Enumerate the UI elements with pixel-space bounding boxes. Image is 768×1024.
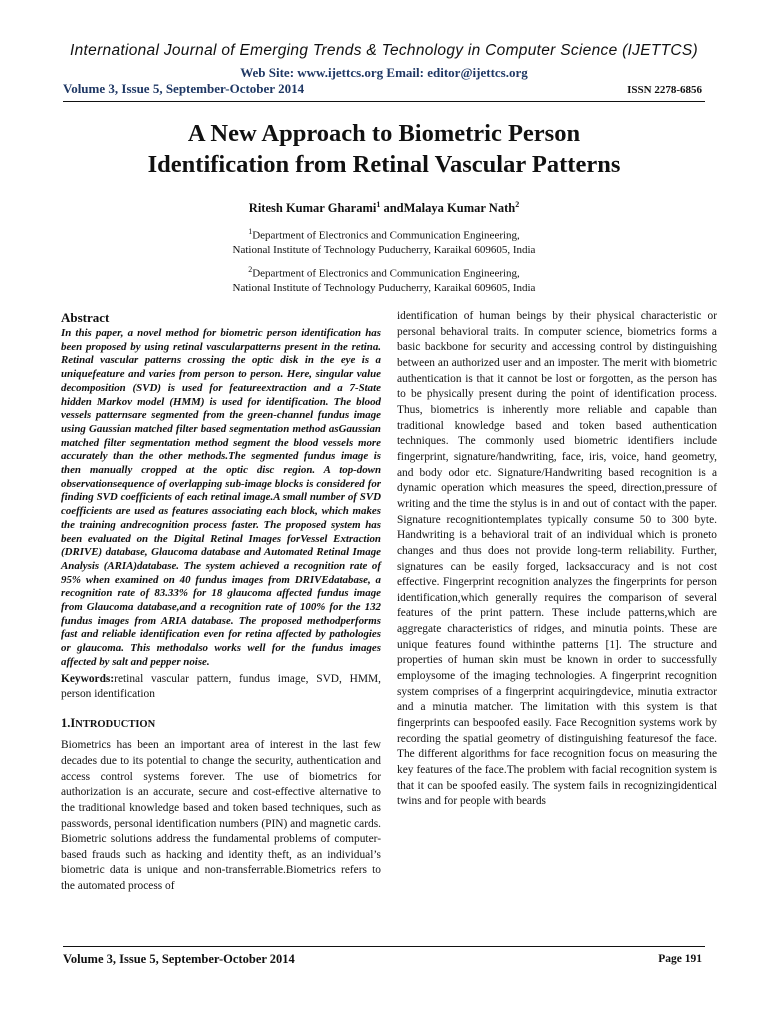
author-2-sup: 2 [515, 200, 520, 209]
journal-website: Web Site: www.ijettcs.org Email: editor@ijettcs.org [240, 65, 528, 80]
title-line-2: Identification from Retinal Vascular Patterns [147, 151, 621, 178]
introduction-text-left: Biometrics has been an important area of interest in the last few decades due to its potential to change the security, authentication and access control systems forever. The use of biometrics for authorization is an accurate, secure and cost-effective alternative to the traditional knowledge based and token based techniques, such as passwords, personal identification numbers (PIN) and magnetic cards. Biometric solutions address the fundamental problems of computer-based frauds such as hacking and identity theft, as an individual’s biometric data is unique and non-transferrable.Biometrics refers to the automated process of [61, 739, 381, 893]
affiliation-2-sup: 2 [248, 265, 253, 274]
right-column [397, 309, 717, 810]
footer-volume: Volume 3, Issue 5, September-October 2014 [63, 952, 295, 966]
affiliation-1 [0, 225, 768, 257]
heading-capital: I [70, 715, 76, 730]
footer-rule [63, 946, 705, 947]
author-1-sup: 1 [376, 200, 381, 209]
abstract-heading: Abstract [61, 310, 110, 325]
heading-rest: NTRODUCTION [75, 718, 156, 730]
paper-title [0, 118, 768, 180]
affiliation-2 [0, 263, 768, 295]
page-number: Page 191 [658, 953, 702, 965]
author-2: andMalaya Kumar Nath [380, 201, 516, 216]
header-volume: Volume 3, Issue 5, September-October 2014 [63, 81, 305, 96]
author-1: Ritesh Kumar Gharami [248, 201, 377, 216]
affiliation-2-line-2: National Institute of Technology Puducherry, Karaikal 609605, India [232, 281, 536, 294]
authors [0, 200, 768, 216]
section-number: 1. [61, 715, 71, 730]
introduction-text-right: identification of human beings by their physical characteristic or personal behavioral traits. In computer science, biometrics forms a basic backbone for security and accessing control by distinguishing between an authorized user and an imposter. The merit with biometric authentication is that it cannot be lost or forgotten, as the person has to be physically present during the point of identification process. Thus, biometrics is inherently more reliable and capable than traditional knowledge based and token based authentication techniques. The commonly used biometric identifiers include fingerprint, signature/handwriting, face, iris, voice, hand geometry, and body odor etc. Signature/Handwriting based recognition is a dynamic operation which measures the speed, direction,pressure of writing and the time the stylus is in and out of contact with the paper. Signature recognitiontemplates typically consume 50 to 300 byte. Handwriting is a behavioral trait of an individual which is proneto changes and thus does not provide long-term reliability. Further, signatures can be easily forged, lacksaccuracy and is not cost effective. Fingerprint recognition analyzes the fingerprints for person identification,which generally requires the comparison of several features of the print pattern. These include patterns,which are aggregate characteristics of ridges, and minutia points. These are unique features found withinthe patterns [1]. The structure and properties of human skin must be known in order to successfully employsome of the imaging technologies. A fingerprint recognition system comprises of a fingerprint acquiringdevice, minutia extractor and a minutia matcher. The limitation with this system is that fingerprints can bespoofed easily. Face Recognition systems work by recording the spatial geometry of distinguishing featuresof the face. The different algorithms for face recognition focus on measuring the key features of the face.The problem with facial recognition system is that it can be spoofed easily. The system fails in recognizingidentical twins and for people with beards [397, 310, 717, 808]
affiliation-1-line-1: Department of Electronics and Communication Engineering, [252, 229, 520, 242]
affiliation-1-sup: 1 [248, 227, 253, 236]
title-line-1: A New Approach to Biometric Person [187, 120, 581, 147]
header-rule [63, 101, 705, 102]
journal-name: International Journal of Emerging Trends & Technology in Computer Science (IJETTCS) [70, 42, 698, 59]
affiliation-1-line-2: National Institute of Technology Puducherry, Karaikal 609605, India [232, 243, 536, 256]
abstract-body: In this paper, a novel method for biometric person identification has been proposed by using retinal vascularpatterns present in the retina. Retinal vascular patterns crossing the optic disk in the eye is a uniquefeature and varies from person to person. Here, singular value decomposition (SVD) is used for featureextraction and a 7-State hidden Markov model (HMM) is used for identification. The blood vessels patternsare segmented from the green-channel fundus image using Gaussian matched filter based segmentation method asGaussian matched filter segmentation method segment the blood vessels more accurately than the other methods.The segmented fundus image is then manually cropped at the optic disc region. A top-down observationsequence of overlapping sub-image blocks is considered for finding SVD coefficients of each retinal image.A small number of SVD coefficients are used as features associating each block, which makes the training andrecognition process faster. The proposed system has been evaluated on the Digital Retinal Images forVessel Extraction (DRIVE) database, Glaucoma database and Automated Retinal Image Analysis (ARIA)database. The system achieved a recognition rate of 95% when examined on 40 fundus images from DRIVEdatabase, a recognition rate of 83.33% for 18 glaucoma affected fundus image from Glaucoma database,and a recognition rate of 100% for the 132 fundus images from ARIA database. The proposed methodperforms fast and reliable identification even for retina affected by pathologies or glaucoma. This methodalso works well for the fundus images affected by salt and pepper noise. [61, 327, 381, 668]
left-column [61, 309, 381, 895]
affiliation-2-line-1: Department of Electronics and Communication Engineering, [252, 267, 520, 280]
keywords [61, 672, 381, 702]
issn: ISSN 2278-6856 [627, 84, 702, 96]
keywords-text: retinal vascular pattern, fundus image, SVD, HMM, person identification [61, 672, 381, 700]
keywords-label: Keywords: [61, 672, 115, 685]
introduction-heading [61, 716, 381, 733]
